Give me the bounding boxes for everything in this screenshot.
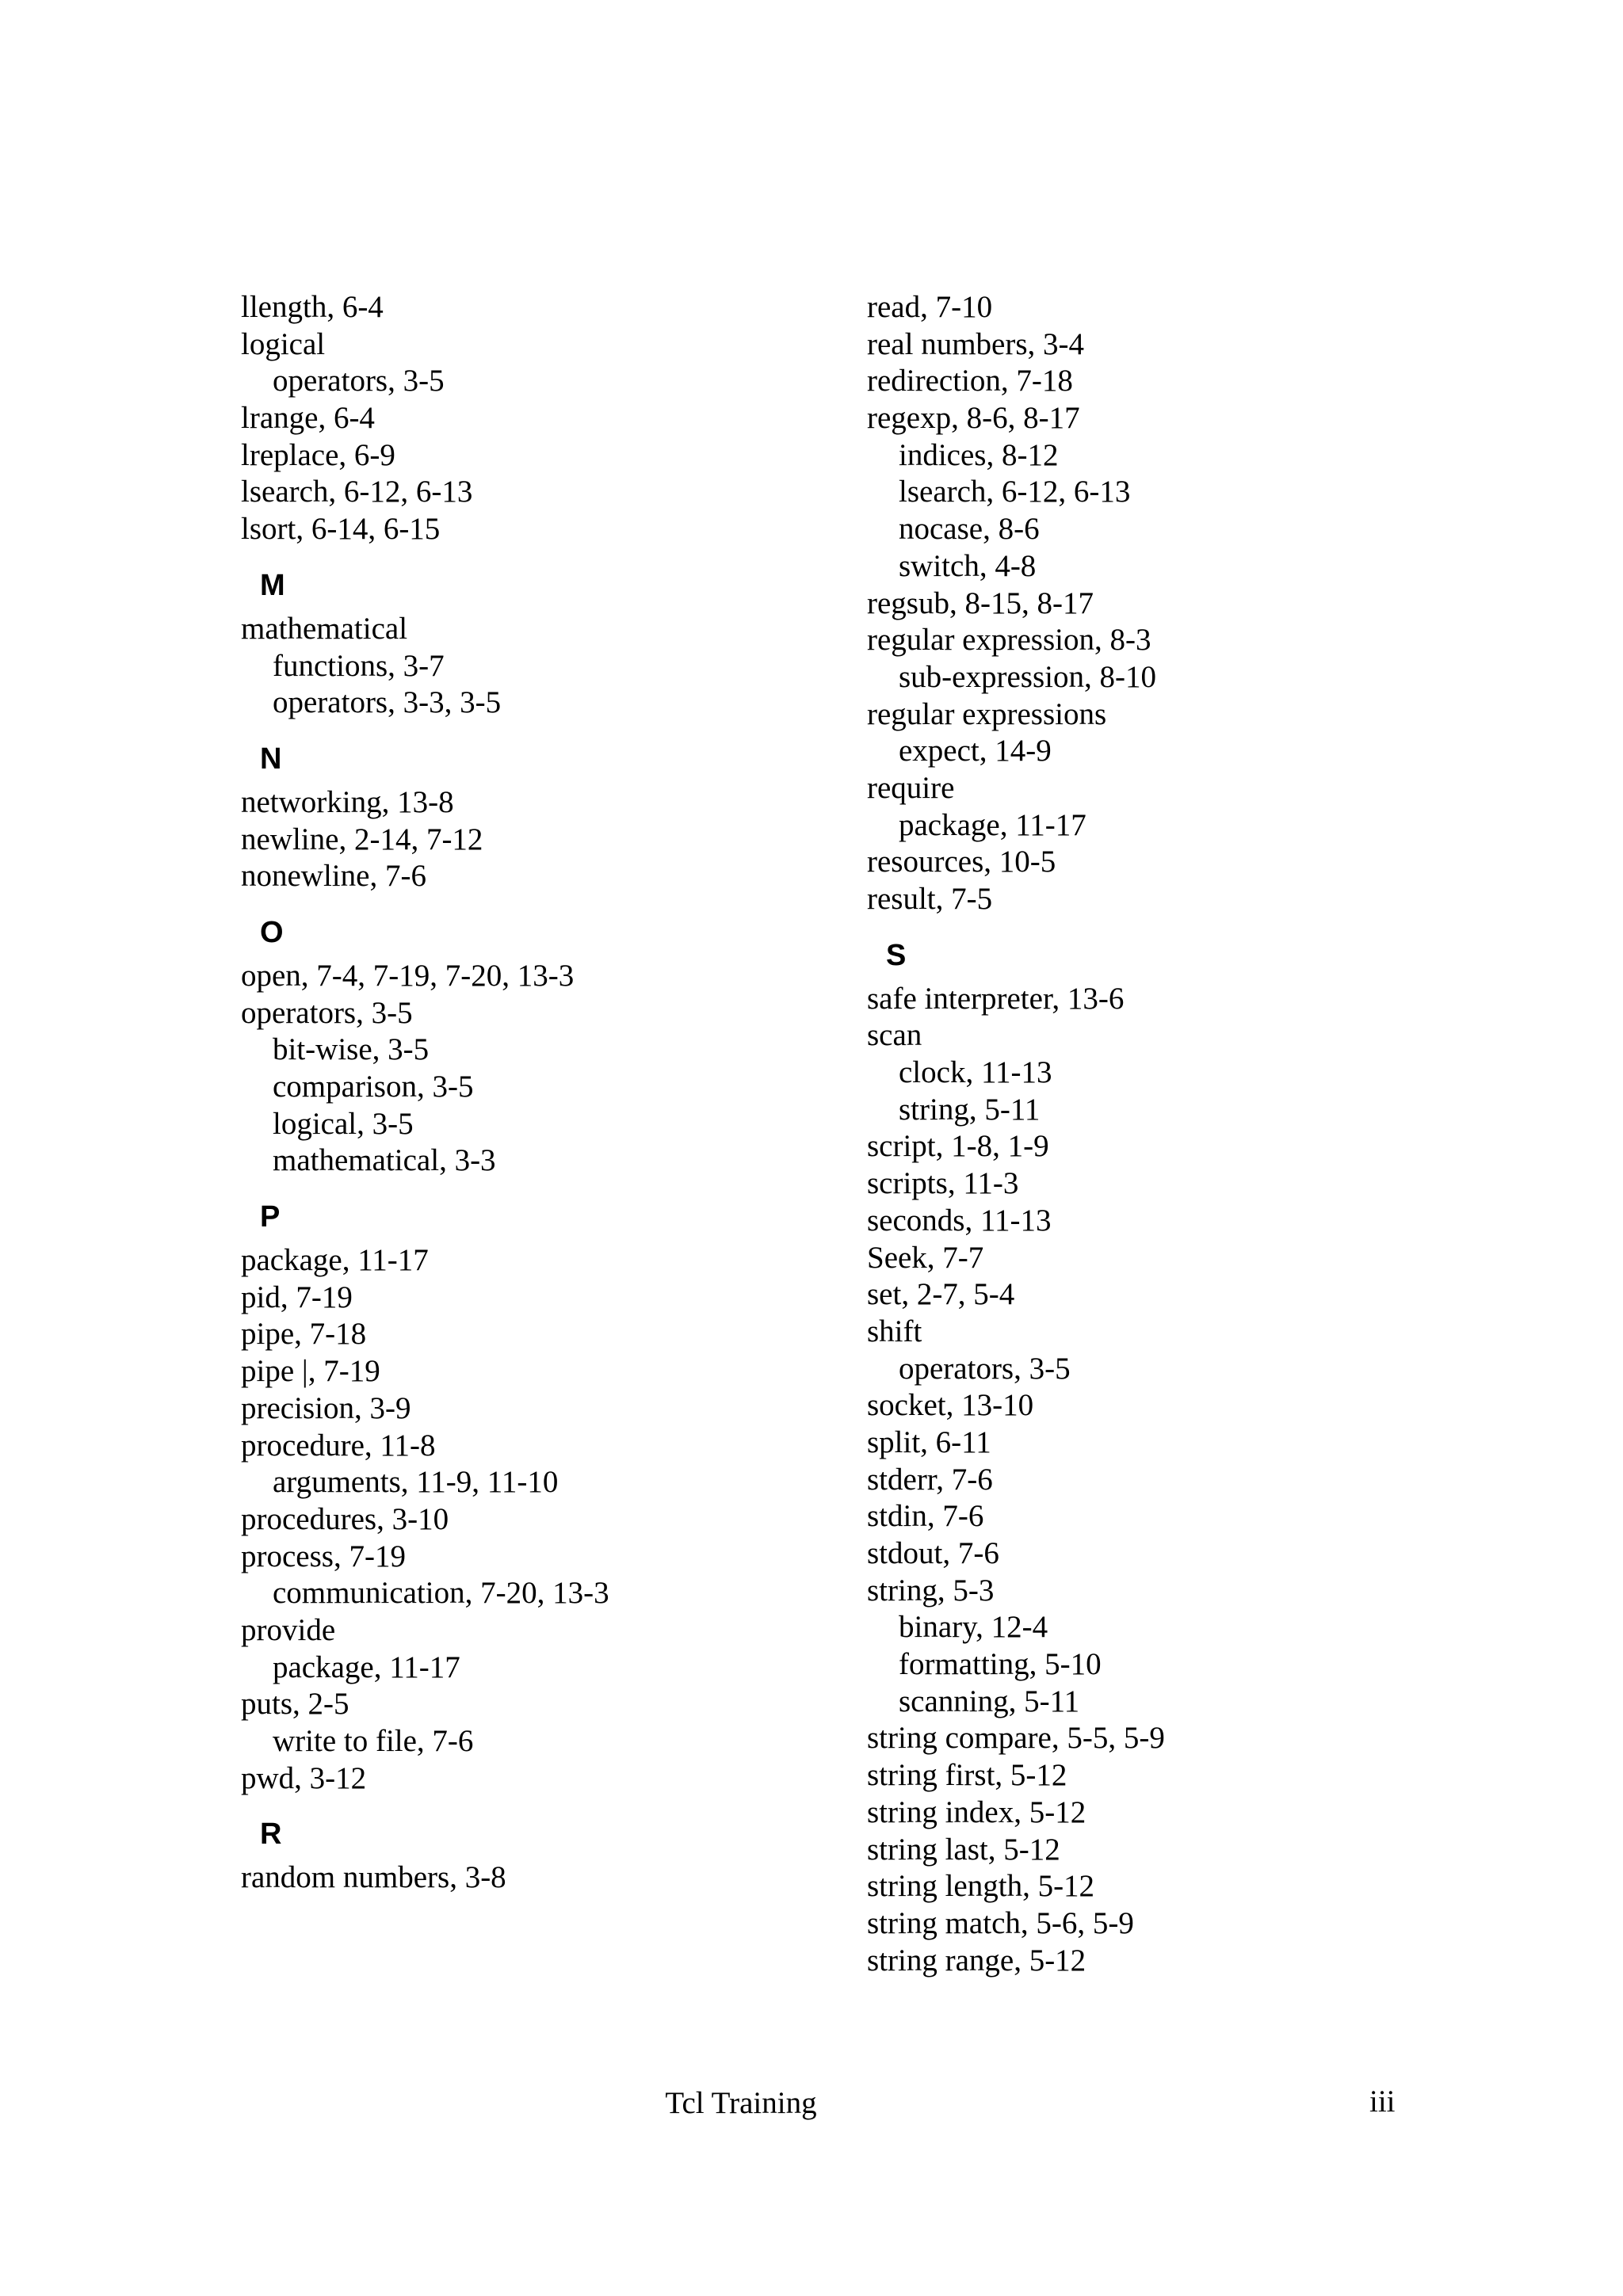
index-entry: stdout, 7-6 (867, 1536, 999, 1570)
index-subentry: operators, 3-5 (899, 1351, 1071, 1386)
index-entry: lrange, 6-4 (241, 401, 375, 436)
index-entry: lsearch, 6-12, 6-13 (241, 475, 473, 509)
index-section-letter: S (886, 938, 907, 972)
index-subentry: switch, 4-8 (899, 548, 1037, 583)
index-section-letter: R (260, 1817, 282, 1852)
index-entry: networking, 13-8 (241, 784, 454, 819)
index-subentry: package, 11-17 (273, 1650, 460, 1684)
index-subentry: write to file, 7-6 (273, 1724, 474, 1758)
index-entry: socket, 13-10 (867, 1388, 1034, 1423)
index-column-left (241, 289, 843, 1897)
index-entry: safe interpreter, 13-6 (867, 981, 1125, 1016)
index-entry: nonewline, 7-6 (241, 859, 426, 894)
index-entry: precision, 3-9 (241, 1390, 411, 1425)
index-entry: string range, 5-12 (867, 1943, 1086, 1978)
index-entry: lsort, 6-14, 6-15 (241, 512, 441, 547)
index-entry: llength, 6-4 (241, 290, 384, 324)
index-entry: regular expression, 8-3 (867, 623, 1151, 658)
index-section-letter: M (260, 568, 285, 602)
index-entry: process, 7-19 (241, 1539, 406, 1573)
index-entry: pwd, 3-12 (241, 1760, 367, 1795)
index-subentry: indices, 8-12 (899, 437, 1059, 472)
index-entry: resources, 10-5 (867, 845, 1056, 879)
index-entry: result, 7-5 (867, 882, 993, 916)
index-entry: package, 11-17 (241, 1243, 429, 1278)
index-entry: provide (241, 1612, 336, 1647)
index-subentry: scanning, 5-11 (899, 1684, 1080, 1718)
index-subentry: expect, 14-9 (899, 734, 1052, 769)
index-subentry: sub-expression, 8-10 (899, 659, 1156, 694)
index-subentry: formatting, 5-10 (899, 1647, 1102, 1682)
index-entry: stderr, 7-6 (867, 1462, 993, 1497)
index-entry: random numbers, 3-8 (241, 1860, 506, 1895)
index-subentry: lsearch, 6-12, 6-13 (899, 475, 1131, 509)
index-entry: string compare, 5-5, 5-9 (867, 1721, 1165, 1756)
index-entry: open, 7-4, 7-19, 7-20, 13-3 (241, 958, 575, 993)
index-entry: string length, 5-12 (867, 1869, 1095, 1904)
index-entry: puts, 2-5 (241, 1687, 349, 1722)
index-entry: regular expressions (867, 696, 1107, 731)
footer-page-number: iii (1369, 2084, 1396, 2119)
index-entry: logical (241, 326, 326, 361)
index-subentry: arguments, 11-9, 11-10 (273, 1465, 559, 1500)
index-entry: operators, 3-5 (241, 995, 413, 1030)
index-subentry: functions, 3-7 (273, 648, 445, 683)
index-entry: scan (867, 1018, 922, 1053)
index-entry: split, 6-11 (867, 1425, 991, 1459)
index-entry: pipe |, 7-19 (241, 1354, 380, 1389)
index-entry: pipe, 7-18 (241, 1317, 367, 1352)
index-entry: script, 1-8, 1-9 (867, 1129, 1049, 1164)
index-entry: lreplace, 6-9 (241, 437, 395, 472)
index-entry: string index, 5-12 (867, 1794, 1086, 1829)
index-entry: string last, 5-12 (867, 1832, 1060, 1867)
index-entry: newline, 2-14, 7-12 (241, 822, 483, 856)
index-entry: seconds, 11-13 (867, 1203, 1052, 1238)
index-entry: string, 5-3 (867, 1573, 995, 1608)
index-subentry: bit-wise, 3-5 (273, 1032, 430, 1067)
index-subentry: communication, 7-20, 13-3 (273, 1576, 609, 1611)
index-subentry: operators, 3-3, 3-5 (273, 685, 502, 720)
index-entry: Seek, 7-7 (867, 1240, 984, 1275)
index-subentry: nocase, 8-6 (899, 512, 1040, 547)
index-subentry: package, 11-17 (899, 807, 1086, 842)
index-subentry: binary, 12-4 (899, 1610, 1048, 1645)
index-subentry: clock, 11-13 (899, 1055, 1052, 1090)
index-entry: pid, 7-19 (241, 1280, 353, 1314)
index-column-right (867, 289, 1469, 1979)
index-entry: procedures, 3-10 (241, 1501, 449, 1536)
index-entry: procedure, 11-8 (241, 1428, 436, 1463)
index-section-letter: N (260, 742, 282, 776)
index-entry: real numbers, 3-4 (867, 326, 1084, 361)
index-entry: regexp, 8-6, 8-17 (867, 401, 1080, 436)
index-entry: string match, 5-6, 5-9 (867, 1905, 1134, 1940)
footer-title: Tcl Training (665, 2086, 817, 2120)
index-entry: string first, 5-12 (867, 1758, 1067, 1793)
index-subentry: mathematical, 3-3 (273, 1143, 496, 1178)
index-entry: redirection, 7-18 (867, 364, 1073, 399)
index-subentry: operators, 3-5 (273, 364, 445, 399)
index-entry: read, 7-10 (867, 290, 993, 324)
index-subentry: string, 5-11 (899, 1092, 1041, 1127)
index-entry: shift (867, 1314, 922, 1348)
index-entry: regsub, 8-15, 8-17 (867, 585, 1094, 620)
index-entry: scripts, 11-3 (867, 1166, 1019, 1201)
index-section-letter: O (260, 915, 284, 949)
index-section-letter: P (260, 1200, 281, 1234)
index-entry: mathematical (241, 611, 408, 646)
index-entry: require (867, 770, 955, 805)
index-subentry: logical, 3-5 (273, 1106, 414, 1141)
index-entry: set, 2-7, 5-4 (867, 1277, 1015, 1312)
index-subentry: comparison, 3-5 (273, 1070, 474, 1104)
index-entry: stdin, 7-6 (867, 1499, 984, 1534)
